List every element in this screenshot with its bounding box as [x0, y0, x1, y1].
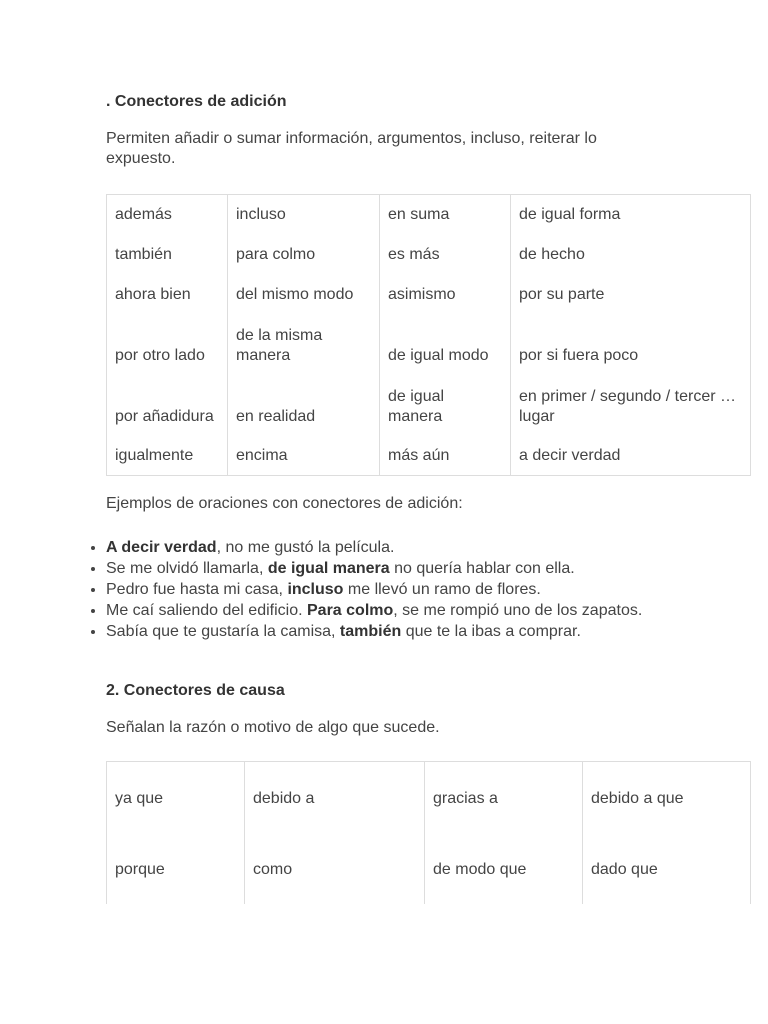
table-cell: más aún [380, 427, 511, 476]
table-row [107, 195, 751, 225]
list-item [106, 579, 666, 600]
table-cell: por otro lado [107, 305, 228, 366]
connector-highlight: incluso [287, 581, 344, 598]
table-cell: también [107, 225, 228, 265]
examples-list [86, 537, 666, 642]
table-row [107, 366, 751, 427]
table-cell: gracias a [425, 762, 583, 861]
table-cell: en primer / segundo / tercer … lugar [511, 366, 751, 427]
table-cell: ahora bien [107, 265, 228, 305]
table-cell: porque [107, 860, 245, 904]
example-text: Pedro fue hasta mi casa, [106, 581, 288, 598]
table-cell: debido a [245, 762, 425, 861]
section-intro-adicion: Permiten añadir o sumar información, argumentos, incluso, reiterar lo expuesto. [106, 130, 597, 167]
causa-connectors-table [106, 761, 751, 904]
list-item [106, 600, 666, 621]
table-row [107, 265, 751, 305]
connector-highlight: también [339, 623, 402, 640]
section-intro-causa: Señalan la razón o motivo de algo que sucede. [106, 719, 440, 736]
example-text: no quería hablar con ella. [389, 560, 575, 577]
table-cell: debido a que [583, 762, 751, 861]
table-cell: de igual manera [380, 366, 511, 427]
examples-heading: Ejemplos de oraciones con conectores de adición: [106, 495, 463, 512]
adicion-connectors-table [106, 194, 751, 476]
table-cell: dado que [583, 860, 751, 904]
table-cell: en suma [380, 195, 511, 225]
table-cell: de igual modo [380, 305, 511, 366]
example-text: me llevó un ramo de flores. [343, 581, 541, 598]
example-text: , no me gustó la película. [216, 539, 395, 556]
table-cell: de modo que [425, 860, 583, 904]
table-cell: por si fuera poco [511, 305, 751, 366]
table-row [107, 225, 751, 265]
example-text: Se me olvidó llamarla, [106, 560, 268, 577]
section-title-adicion: . Conectores de adición [106, 93, 287, 110]
table-cell: a decir verdad [511, 427, 751, 476]
table-row [107, 860, 751, 904]
table-cell: encima [228, 427, 380, 476]
connector-highlight: de igual manera [267, 560, 390, 577]
section-title-causa: 2. Conectores de causa [106, 682, 285, 699]
table-row [107, 427, 751, 476]
table-cell: asimismo [380, 265, 511, 305]
table-cell: es más [380, 225, 511, 265]
list-item [106, 558, 666, 579]
table-cell: además [107, 195, 228, 225]
example-text: Me caí saliendo del edificio. [106, 602, 307, 619]
connector-highlight: A decir verdad [106, 539, 217, 556]
table-cell: por añadidura [107, 366, 228, 427]
table-cell: incluso [228, 195, 380, 225]
connector-highlight: Para colmo [307, 602, 394, 619]
table-cell: ya que [107, 762, 245, 861]
table-cell: para colmo [228, 225, 380, 265]
table-cell: de igual forma [511, 195, 751, 225]
table-cell: por su parte [511, 265, 751, 305]
table-cell: de hecho [511, 225, 751, 265]
table-cell: del mismo modo [228, 265, 380, 305]
list-item [106, 621, 666, 642]
table-cell: en realidad [228, 366, 380, 427]
table-cell: igualmente [107, 427, 228, 476]
example-text: , se me rompió uno de los zapatos. [393, 602, 643, 619]
example-text: que te la ibas a comprar. [401, 623, 581, 640]
table-cell: como [245, 860, 425, 904]
table-row [107, 762, 751, 861]
table-row [107, 305, 751, 366]
example-text: Sabía que te gustaría la camisa, [106, 623, 340, 640]
table-cell: de la misma manera [228, 305, 380, 366]
list-item [106, 537, 666, 558]
